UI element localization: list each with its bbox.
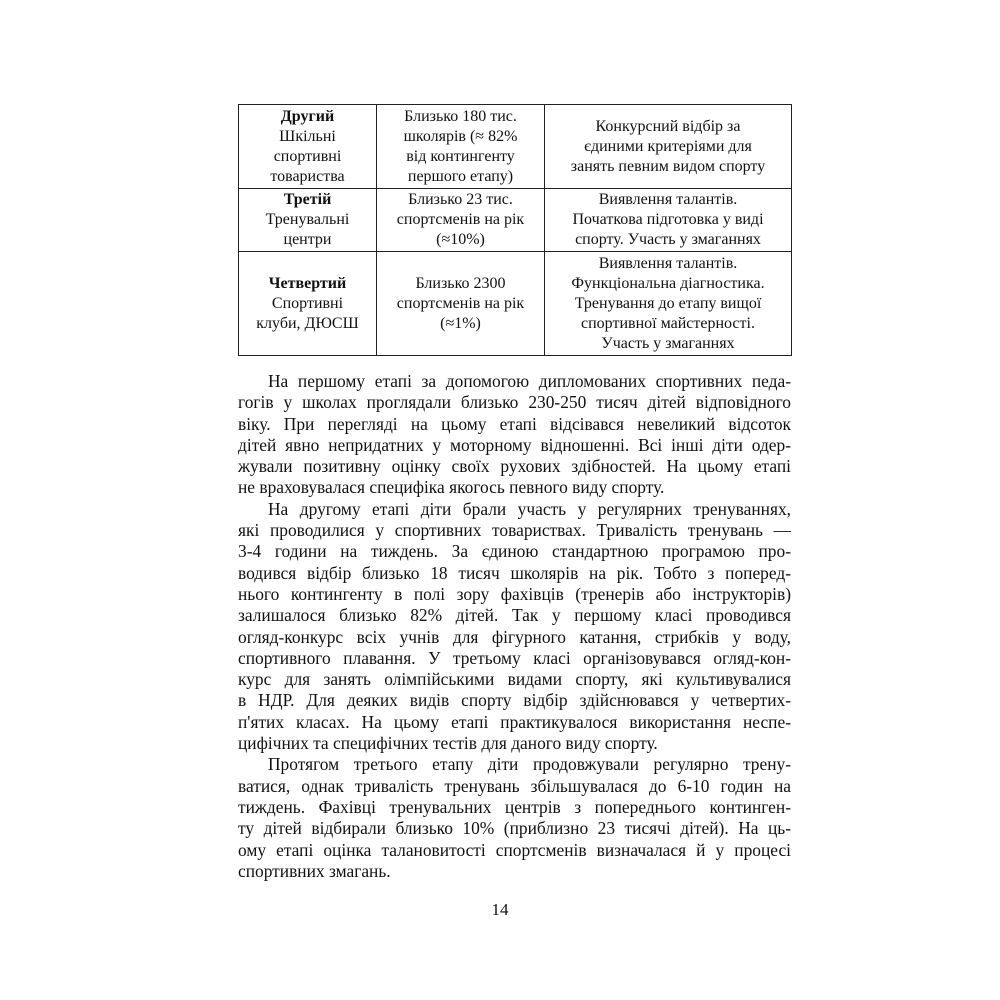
count-cell <box>377 105 545 189</box>
text-line: які проводилися у спортивних товариствах. Тривалість тренувань — <box>238 520 791 541</box>
stage-cell <box>239 189 377 252</box>
stage-organization-line: Тренувальні <box>265 211 350 228</box>
stage-cell <box>239 252 377 356</box>
task-line: спорту. Участь у змаганнях <box>575 231 761 248</box>
task-line: спортивної майстерності. <box>581 314 755 332</box>
paragraph <box>238 499 791 755</box>
task-line: Виявлення талантів. <box>598 254 738 272</box>
tasks-cell <box>545 105 792 189</box>
stage-organization-line: Шкільні <box>279 127 336 145</box>
count-line: Близько 23 тис. <box>408 191 513 208</box>
tasks-cell <box>545 189 792 252</box>
text-line: водився відбір близько 18 тисяч школярів на рік. Тобто з поперед- <box>238 562 791 583</box>
task-line: занять певним видом спорту <box>570 157 766 175</box>
text-line: На другому етапі діти брали участь у регулярних тренуваннях, <box>268 498 791 519</box>
stage-number: Третій <box>283 191 332 208</box>
page-number: 14 <box>491 900 509 919</box>
text-line: ватися, однак тривалість тренувань збільшувалася до 6-10 годин на <box>238 775 791 796</box>
task-line: Виявлення талантів. <box>598 191 738 208</box>
task-line: Конкурсний відбір за <box>595 117 741 135</box>
stage-cell <box>239 105 377 189</box>
text-line: дітей явно непридатних у моторному відношенні. Всі інші діти одер- <box>238 434 791 455</box>
count-line: (≈1%) <box>440 314 481 332</box>
task-line: Тренування до етапу вищої <box>574 294 762 312</box>
count-line: спортсменів на рік <box>396 294 525 312</box>
body-text <box>238 371 791 882</box>
text-line: жували позитивну оцінку своїх рухових здібностей. На цьому етапі <box>238 456 791 477</box>
selection-stages-table <box>238 104 792 356</box>
count-line: першого етапу) <box>407 167 514 185</box>
task-line: Функціональна діагностика. <box>571 274 765 292</box>
text-line: На першому етапі за допомогою дипломованих спортивних педа- <box>268 371 791 391</box>
task-line: Участь у змаганнях <box>601 334 735 352</box>
count-line: від контингенту <box>406 147 515 165</box>
count-cell <box>377 252 545 356</box>
count-line: школярів (≈ 82% <box>403 127 518 145</box>
count-line: Близько 2300 <box>415 274 506 292</box>
tasks-cell <box>545 252 792 356</box>
text-line: спортивних змагань. <box>238 860 391 881</box>
text-line: віку. При перегляді на цьому етапі відсівався невеликий відсоток <box>238 413 791 434</box>
text-line: цифічних та специфічних тестів для даного виду спорту. <box>238 733 658 754</box>
stage-number: Четвертий <box>268 274 347 292</box>
task-line: Початкова підготовка у виді <box>572 211 764 228</box>
count-line: Близько 180 тис. <box>404 107 517 125</box>
stage-organization-line: центри <box>283 231 332 248</box>
text-line: залишалося близько 82% дітей. Так у першому класі проводився <box>238 605 791 626</box>
count-line: спортсменів на рік <box>396 211 525 228</box>
text-line: курс для занять олімпійськими видами спорту, які культивувалися <box>238 669 791 690</box>
count-line: (≈10%) <box>436 231 485 248</box>
table-row <box>239 105 792 189</box>
text-line: нього контингенту в полі зору фахівців (тренерів або інструкторів) <box>238 583 791 604</box>
stage-organization-line: спортивні <box>273 147 342 165</box>
text-line: не враховувалася специфіка якогось певного виду спорту. <box>238 477 665 498</box>
paragraph <box>238 754 791 882</box>
text-line: ту дітей відбирали близько 10% (приблизно 23 тисячі дітей). На ць- <box>238 818 791 839</box>
stage-organization-line: клуби, ДЮСШ <box>256 314 359 332</box>
text-line: гогів у школах проглядали близько 230-250 тисяч дітей відповідного <box>238 392 791 413</box>
text-line: тиждень. Фахівці тренувальних центрів з попереднього континген- <box>238 796 791 817</box>
task-line: єдиними критеріями для <box>584 137 752 155</box>
page-content <box>238 104 791 882</box>
table-row <box>239 252 792 356</box>
stage-organization-line: товариства <box>270 167 345 185</box>
text-line: огляд-конкурс всіх учнів для фігурного катання, стрибків у воду, <box>238 626 791 647</box>
stage-number: Другий <box>280 107 335 125</box>
text-line: спортивного плавання. У третьому класі організовувався огляд-кон- <box>238 647 791 668</box>
text-line: 3-4 години на тиждень. За єдиною стандартною програмою про- <box>238 541 791 562</box>
text-line: в НДР. Для деяких видів спорту відбір здійснювався у четвертих- <box>238 690 791 711</box>
text-line: ому етапі оцінка талановитості спортсменів визначалася й у процесі <box>238 839 791 860</box>
count-cell <box>377 189 545 252</box>
stage-organization-line: Спортивні <box>271 294 344 312</box>
text-line: п'ятих класах. На цьому етапі практикувалося використання неспе- <box>238 711 791 732</box>
text-line: Протягом третього етапу діти продовжували регулярно трену- <box>268 754 791 775</box>
table-row <box>239 189 792 252</box>
paragraph <box>238 371 791 499</box>
